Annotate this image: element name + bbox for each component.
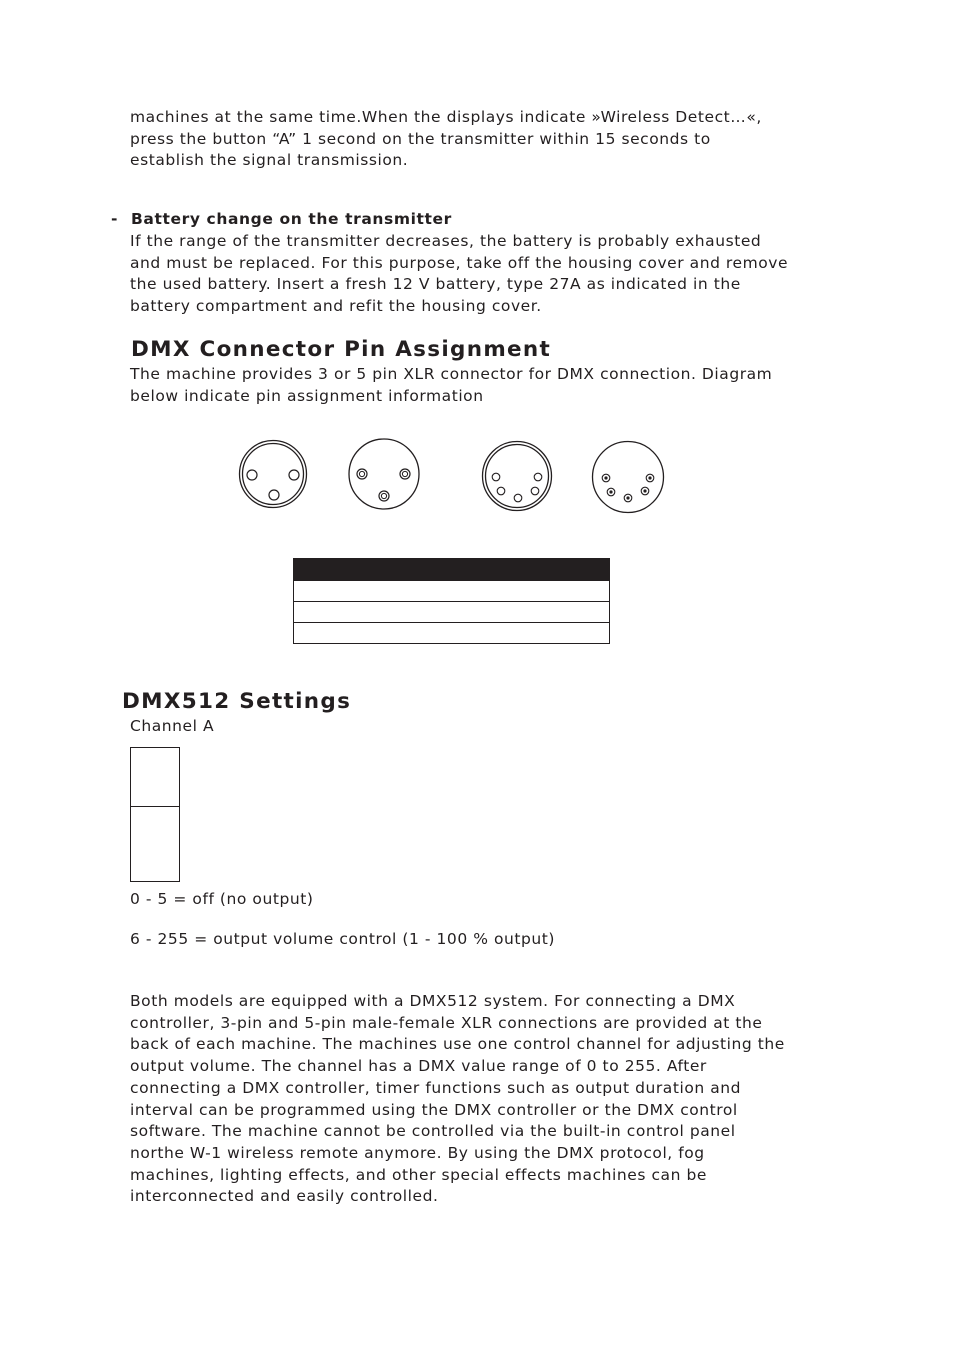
range-on-text: 6 - 255 = output volume control (1 - 100 % output): [130, 930, 555, 948]
channel-cell: [131, 748, 179, 807]
xlr-connector-diagram: [0, 0, 954, 560]
dmx-connector-heading: DMX Connector Pin Assignment: [131, 337, 552, 362]
5-pin-female-connector: [483, 442, 552, 511]
battery-subheading: Battery change on the transmitter: [131, 210, 452, 228]
channel-cell: [131, 807, 179, 881]
channel-table: [130, 747, 180, 882]
table-row: [294, 623, 610, 644]
battery-paragraph: If the range of the transmitter decreases, the battery is probably exhausted and must be replaced. For this purpose, take off the housing cover and remove the used battery. Insert a fresh 12 V battery, type 27A as indicated in the battery compartment and refit the housing cover.: [130, 232, 789, 316]
3-pin-male-connector: [349, 439, 419, 509]
bullet-dash: -: [111, 210, 118, 228]
dmx512-heading: DMX512 Settings: [122, 689, 352, 714]
wireless-paragraph: machines at the same time.When the displays indicate »Wireless Detect…«, press the button “A” 1 second on the transmitter within 15 seconds to establish the signal transmission.: [130, 108, 762, 170]
table-header-row: [294, 559, 610, 581]
dmx512-description: Both models are equipped with a DMX512 system. For connecting a DMX controller, 3-pin and 5-pin male-female XLR connections are provided at the back of each machine. The machines use one control channel for adjusting the output volume. The channel has a DMX value range of 0 to 255. After connecting a DMX controller, timer functions such as output duration and interval can be programmed using the DMX controller or the DMX control software. The machine cannot be controlled via the built-in control panel northe W-1 wireless remote anymore. By using the DMX protocol, fog machines, lighting effects, and other special effects machines can be interconnected and easily controlled.: [130, 992, 785, 1206]
3-pin-female-connector: [240, 441, 307, 508]
dmx-connector-intro: The machine provides 3 or 5 pin XLR connector for DMX connection. Diagram below indicate pin assignment information: [130, 365, 773, 405]
table-row: [294, 602, 610, 623]
channel-label: Channel A: [130, 717, 215, 735]
table-row: [294, 581, 610, 602]
5-pin-male-connector: [593, 442, 664, 513]
range-off-text: 0 - 5 = off (no output): [130, 890, 314, 908]
pin-assignment-table: [293, 558, 610, 644]
